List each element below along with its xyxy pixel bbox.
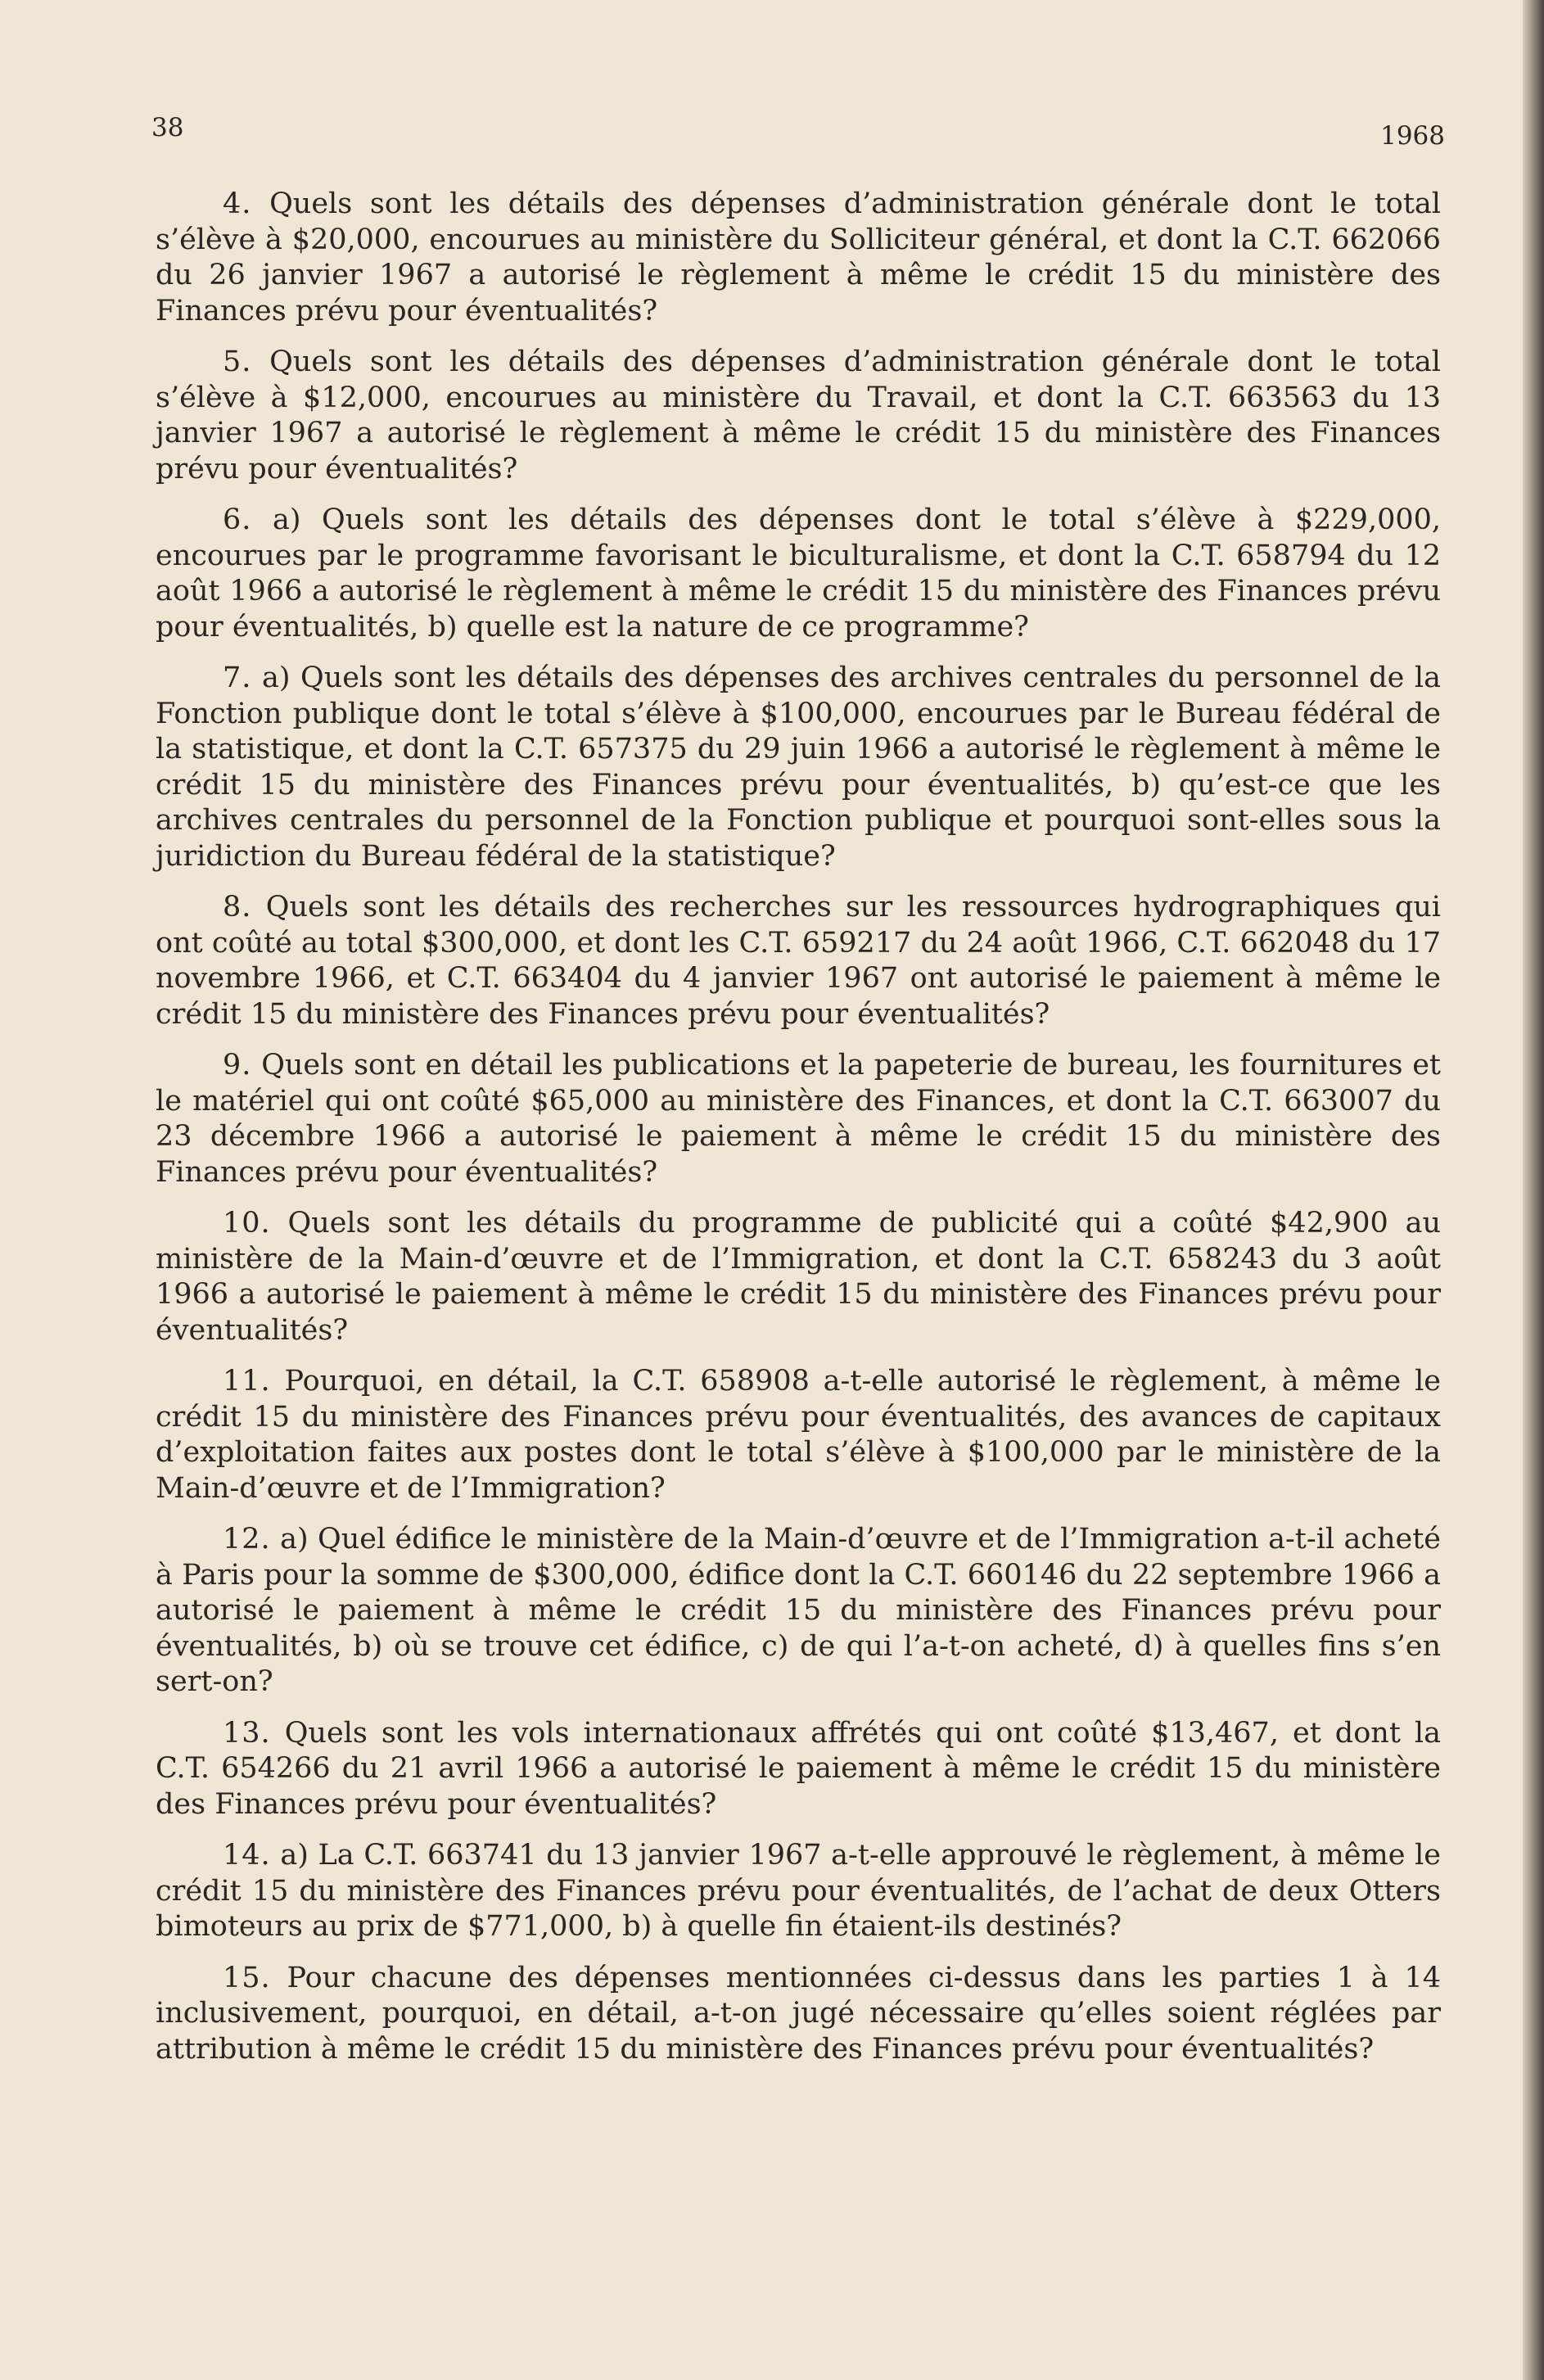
- question-13: [156, 1716, 1441, 1823]
- question-number: 9.: [223, 1049, 252, 1082]
- question-text: Pour chacune des dépenses mentionnées ci-dessus dans les parties 1 à 14 inclusivement, pourquoi, en détail, a-t-on jugé nécessaire qu’elles soient réglées par attribution à même le crédit 15 du ministère des Finances prévu pour éventualités?: [156, 1961, 1441, 2066]
- question-4: [156, 187, 1441, 329]
- question-10: [156, 1206, 1441, 1348]
- question-11: [156, 1364, 1441, 1506]
- question-text: Pourquoi, en détail, la C.T. 658908 a-t-elle autorisé le règlement, à même le crédit 15 du ministère des Finances prévu pour éventualités, des avances de capitaux d’exploitation faites aux postes dont le total s’élève à $100,000 par le ministère de la Main-d’œuvre et de l’Immigration?: [156, 1365, 1441, 1505]
- question-6: [156, 503, 1441, 645]
- question-14: [156, 1838, 1441, 1945]
- question-text: Quels sont en détail les publications et la papeterie de bureau, les fournitures et le matériel qui ont coûté $65,000 au ministère des Finances, et dont la C.T. 663007 du 23 décembre 1966 a autorisé le paiement à même le crédit 15 du ministère des Finances prévu pour éventualités?: [156, 1049, 1441, 1189]
- question-text: Quels sont les détails des recherches sur les ressources hydrographiques qui ont coûté au total $300,000, et dont les C.T. 659217 du 24 août 1966, C.T. 662048 du 17 novembre 1966, et C.T. 663404 du 4 janvier 1967 ont autorisé le paiement à même le crédit 15 du ministère des Finances prévu pour éventualités?: [156, 891, 1441, 1031]
- page-year: 1968: [1380, 121, 1445, 151]
- questions-list: [156, 187, 1441, 2083]
- question-number: 6.: [223, 504, 252, 536]
- question-8: [156, 890, 1441, 1032]
- question-text: Quels sont les vols internationaux affrétés qui ont coûté $13,467, et dont la C.T. 654266 du 21 avril 1966 a autorisé le paiement à même le crédit 15 du ministère des Finances prévu pour éventualités?: [156, 1716, 1441, 1821]
- question-number: 14.: [223, 1839, 271, 1872]
- question-text: a) Quel édifice le ministère de la Main-d’œuvre et de l’Immigration a-t-il acheté à Paris pour la somme de $300,000, édifice dont la C.T. 660146 du 22 septembre 1966 a autorisé le paiement à même le crédit 15 du ministère des Finances prévu pour éventualités, b) où se trouve cet édifice, c) de qui l’a-t-on acheté, d) à quelles fins s’en sert-on?: [156, 1523, 1441, 1698]
- question-5: [156, 345, 1441, 487]
- question-number: 13.: [223, 1716, 271, 1750]
- question-number: 10.: [223, 1207, 271, 1240]
- question-number: 11.: [223, 1365, 271, 1398]
- question-number: 7.: [223, 662, 252, 694]
- question-text: a) Quels sont les détails des dépenses des archives centrales du personnel de la Fonction publique dont le total s’élève à $100,000, encourues par le Bureau fédéral de la statistique, et dont la C.T. 657375 du 29 juin 1966 a autorisé le règlement à même le crédit 15 du ministère des Finances prévu pour éventualités, b) qu’est-ce que les archives centrales du personnel de la Fonction publique et pourquoi sont-elles sous la juridiction du Bureau fédéral de la statistique?: [156, 662, 1441, 873]
- question-15: [156, 1961, 1441, 2068]
- question-7: [156, 661, 1441, 874]
- question-text: Quels sont les détails des dépenses d’administration générale dont le total s’élève à $20,000, encourues au ministère du Solliciteur général, et dont la C.T. 662066 du 26 janvier 1967 a autorisé le règlement à même le crédit 15 du ministère des Finances prévu pour éventualités?: [156, 187, 1441, 327]
- question-text: Quels sont les détails des dépenses d’administration générale dont le total s’élève à $12,000, encourues au ministère du Travail, et dont la C.T. 663563 du 13 janvier 1967 a autorisé le règlement à même le crédit 15 du ministère des Finances prévu pour éventualités?: [156, 345, 1441, 485]
- question-9: [156, 1048, 1441, 1190]
- question-number: 5.: [223, 345, 252, 378]
- question-text: a) Quels sont les détails des dépenses dont le total s’élève à $229,000, encourues par le programme favorisant le biculturalisme, et dont la C.T. 658794 du 12 août 1966 a autorisé le règlement à même le crédit 15 du ministère des Finances prévu pour éventualités, b) quelle est la nature de ce programme?: [156, 504, 1441, 644]
- question-text: Quels sont les détails du programme de publicité qui a coûté $42,900 au ministère de la Main-d’œuvre et de l’Immigration, et dont la C.T. 658243 du 3 août 1966 a autorisé le paiement à même le crédit 15 du ministère des Finances prévu pour éventualités?: [156, 1207, 1441, 1347]
- question-number: 4.: [223, 187, 252, 220]
- question-number: 8.: [223, 891, 252, 924]
- question-number: 15.: [223, 1961, 271, 1994]
- page-number: 38: [151, 113, 184, 142]
- page-header: [151, 113, 1445, 154]
- question-12: [156, 1522, 1441, 1700]
- question-text: a) La C.T. 663741 du 13 janvier 1967 a-t-elle approuvé le règlement, à même le crédit 15 du ministère des Finances prévu pour éventualités, de l’achat de deux Otters bimoteurs au prix de $771,000, b) à quelle fin étaient-ils destinés?: [156, 1839, 1441, 1943]
- question-number: 12.: [223, 1523, 271, 1556]
- page-edge-shadow: [1523, 0, 1544, 2380]
